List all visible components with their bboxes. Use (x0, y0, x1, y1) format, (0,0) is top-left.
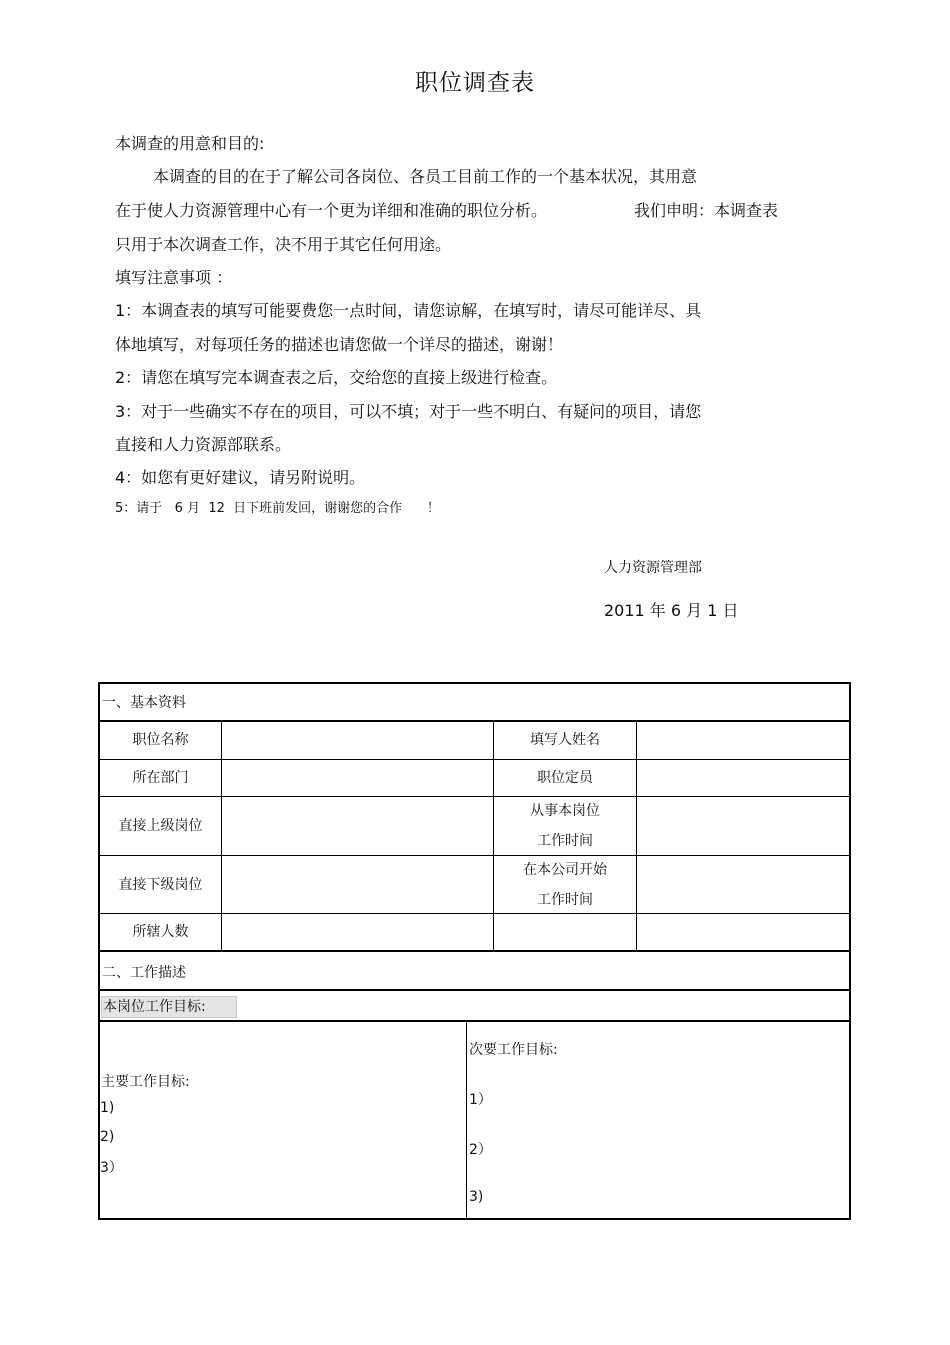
empty-cell[interactable] (637, 914, 849, 950)
subordinate-position-field[interactable] (222, 856, 493, 913)
secondary-goal-item[interactable]: 3) (469, 1189, 484, 1205)
divider (100, 1020, 849, 1022)
notes-heading: 填写注意事项 ： (115, 268, 233, 287)
secondary-goal-item[interactable]: 1） (469, 1092, 492, 1108)
divider (466, 1022, 467, 1220)
divider (100, 989, 849, 991)
section-basic-info-heading: 一、基本资料 (102, 695, 186, 711)
note-1-line-2: 体地填写，对每项任务的描述也请您做一个详尽的描述，谢谢！ (115, 335, 564, 354)
note-2: 2：请您在填写完本调查表之后，交给您的直接上级进行检查。 (115, 368, 558, 387)
note-5: 5：请于 6 月 12 日下班前发回，谢谢您的合作 ！ (115, 501, 440, 516)
label-headcount: 职位定员 (537, 770, 593, 786)
position-goal-label: 本岗位工作目标: (101, 996, 237, 1018)
headcount-field[interactable] (637, 760, 849, 796)
job-survey-form (98, 682, 851, 1220)
intro-paragraph-line-2b: 我们申明：本调查表 (634, 201, 779, 220)
divider (100, 950, 849, 952)
note-3-line-2: 直接和人力资源部联系。 (115, 435, 292, 454)
label-company-start-date-line-2: 工作时间 (537, 891, 593, 908)
signature-date: 2011 年 6 月 1 日 (604, 601, 739, 620)
empty-cell[interactable] (494, 914, 636, 950)
tenure-in-position-field[interactable] (637, 797, 849, 855)
primary-goal-item[interactable]: 3） (100, 1160, 123, 1176)
intro-paragraph-line-1: 本调查的目的在于了解公司各岗位、各员工目前工作的一个基本状况，其用意 (153, 167, 698, 186)
intro-heading: 本调查的用意和目的: (115, 134, 265, 153)
section-job-description-heading: 二、工作描述 (102, 965, 186, 981)
label-tenure-in-position-line-1: 从事本岗位 (530, 803, 600, 819)
intro-paragraph-line-3: 只用于本次调查工作，决不用于其它任何用途。 (115, 235, 452, 254)
label-subordinate-position: 直接下级岗位 (118, 876, 203, 893)
filler-name-field[interactable] (637, 721, 849, 759)
intro-paragraph-line-2: 在于使人力资源管理中心有一个更为详细和准确的职位分析。 (115, 201, 548, 220)
label-tenure-in-position-line-2: 工作时间 (537, 833, 593, 849)
note-4: 4：如您有更好建议，请另附说明。 (115, 468, 366, 487)
label-tenure-in-position (494, 797, 636, 855)
superior-position-field[interactable] (222, 797, 493, 855)
label-position-name: 职位名称 (132, 732, 189, 748)
secondary-goal-item[interactable]: 2） (469, 1142, 492, 1158)
position-name-field[interactable] (222, 721, 493, 759)
label-department: 所在部门 (132, 770, 189, 786)
label-staff-count: 所辖人数 (132, 924, 189, 940)
company-start-date-field[interactable] (637, 856, 849, 913)
primary-goal-item[interactable]: 1) (100, 1100, 115, 1116)
primary-goal-item[interactable]: 2) (100, 1129, 115, 1145)
label-superior-position: 直接上级岗位 (118, 818, 203, 834)
department-field[interactable] (222, 760, 493, 796)
primary-goals-label: 主要工作目标: (101, 1074, 190, 1090)
note-3-line-1: 3：对于一些确实不存在的项目，可以不填；对于一些不明白、有疑问的项目，请您 (115, 402, 702, 421)
staff-count-field[interactable] (222, 914, 493, 950)
label-company-start-date (494, 856, 636, 913)
page-title: 职位调查表 (415, 70, 535, 96)
secondary-goals-label: 次要工作目标: (469, 1042, 558, 1058)
note-1-line-1: 1：本调查表的填写可能要费您一点时间，请您谅解，在填写时，请尽可能详尽、具 (115, 301, 702, 320)
label-company-start-date-line-1: 在本公司开始 (523, 861, 607, 878)
signature-department: 人力资源管理部 (604, 560, 702, 576)
label-filler-name: 填写人姓名 (530, 732, 600, 748)
